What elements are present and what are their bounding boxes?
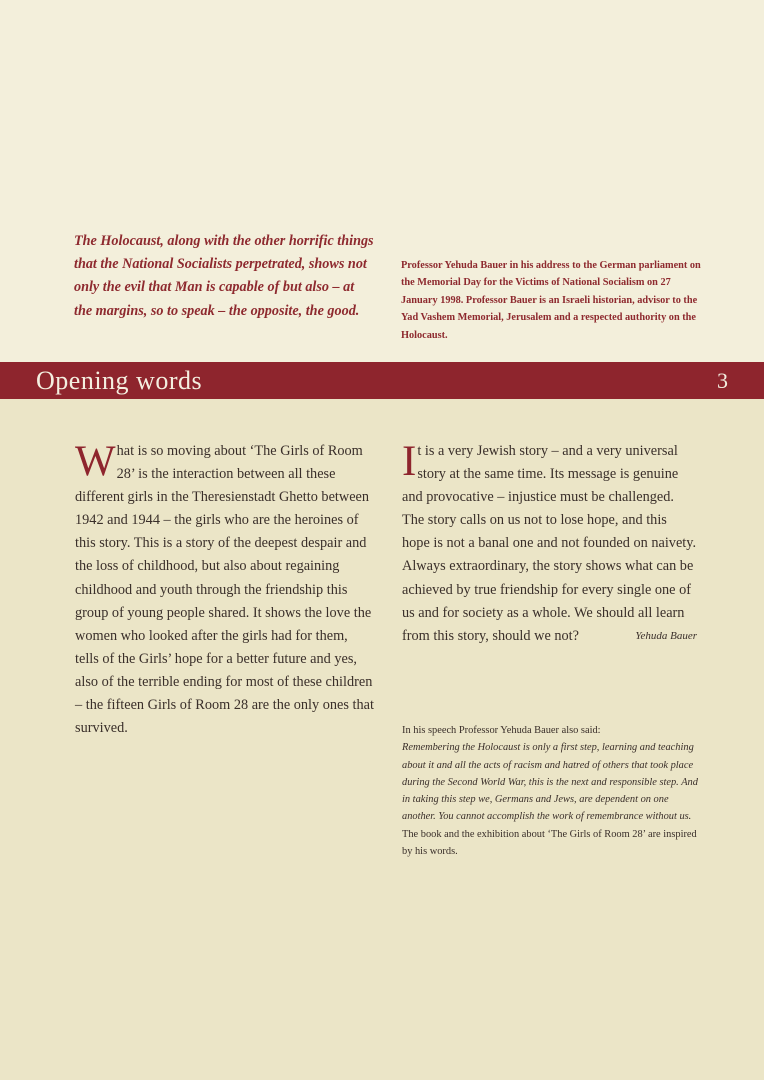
section-title-bar [0, 362, 764, 399]
note-intro: In his speech Professor Yehuda Bauer also said: [402, 725, 601, 736]
page-number: 3 [717, 368, 728, 393]
signature: Yehuda Bauer [635, 629, 697, 642]
quote-attribution: Professor Yehuda Bauer in his address to the German parliament on the Memorial Day for the Victims of National Socialism on 27 January 1998. Professor Bauer is an Israeli historian, advisor to the Yad Vashem Memorial, Jerusalem and a respected authority on the Holocaust. [401, 260, 701, 341]
right-column-body: t is a very Jewish story – and a very universal story at the same time. Its message is genuine and provocative – injustice must be challenged. The story calls on us not to lose hope, and this hope is not a banal one and not founded on naivety. Always extraordinary, the story shows what can be achieved by true friendship for every single one of us and for society as a whole. We should all learn from this story, should we not? [402, 443, 697, 644]
speech-note [402, 722, 702, 860]
dropcap-w: W [75, 438, 116, 485]
note-closing: The book and the exhibition about ‘The Girls of Room 28’ are inspired by his words. [402, 828, 697, 858]
section-title: Opening words [36, 366, 203, 395]
epigraph-quote: The Holocaust, along with the other horrific things that the National Socialists perpetrated, shows not only the evil that Man is capable of but also – at the margins, so to speak – the opposite, the good. [74, 233, 374, 319]
note-quote: Remembering the Holocaust is only a first step, learning and teaching about it and all the acts of racism and hatred of others that took place during the Second World War, this is the next and responsible step. And in taking this step we, Germans and Jews, are dependent on one another. You cannot accomplish the work of remembrance without us. [402, 742, 698, 823]
right-column-text [402, 440, 697, 648]
dropcap-i: I [402, 438, 417, 485]
left-column-text [75, 440, 375, 740]
left-column-body: hat is so moving about ‘The Girls of Room 28’ is the interaction between all these different girls in the Theresienstadt Ghetto between 1942 and 1944 – the girls who are the heroines of this story. This is a story of the deepest despair and the loss of childhood, but also about regaining childhood and youth through the friendship this group of young people shared. It shows the love the women who looked after the girls had for them, tells of the Girls’ hope for a better future and yes, also of the terrible ending for most of these children – the fifteen Girls of Room 28 are the only ones that survived. [75, 443, 374, 737]
